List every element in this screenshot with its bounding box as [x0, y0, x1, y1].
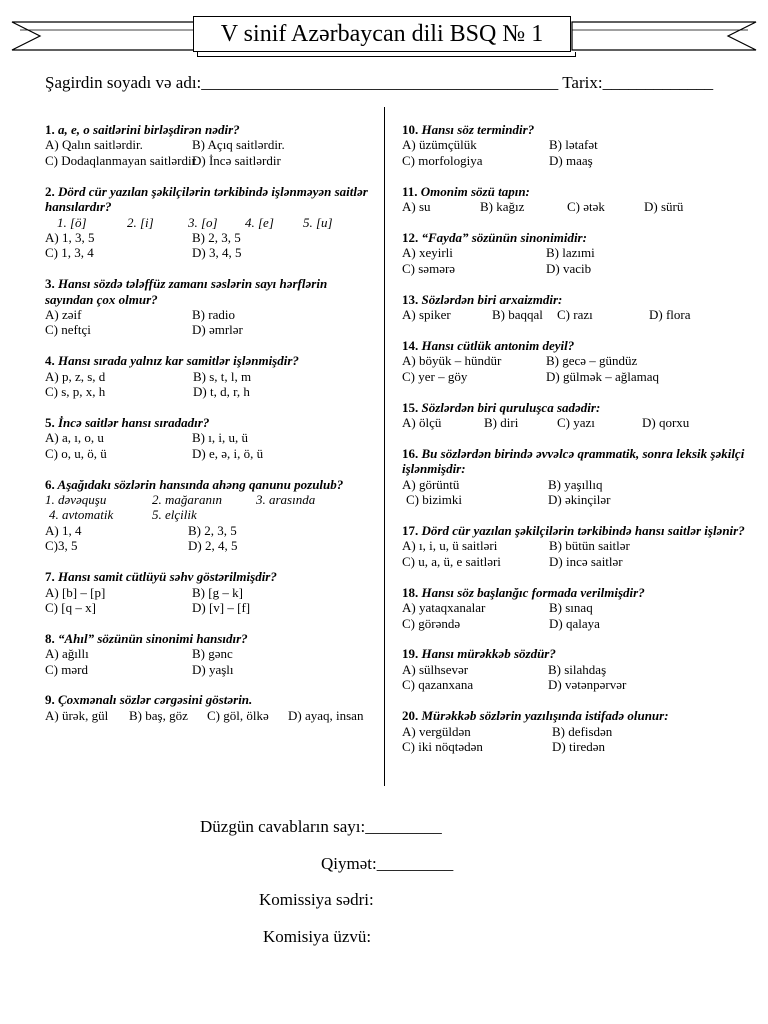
question-number: 10. [402, 122, 419, 137]
item-list [45, 492, 375, 507]
correct-answers-count: Düzgün cavabların sayı:_________ [200, 817, 442, 836]
answer-option[interactable]: B) lətafət [549, 137, 598, 153]
answer-option[interactable]: B) s, t, l, m [193, 368, 252, 384]
answer-option[interactable]: B) diri [484, 415, 519, 431]
list-item: 2. mağaranın [152, 492, 223, 508]
list-item: 2. [i] [127, 214, 154, 230]
answer-option[interactable]: A) üzümçülük [402, 137, 477, 153]
answer-option[interactable]: C) s, p, x, h [45, 384, 106, 400]
answer-option[interactable]: B) [g – k] [192, 584, 243, 600]
question-6 [45, 477, 375, 554]
question-number: 3. [45, 276, 55, 292]
answer-options-row [402, 415, 747, 430]
question-text: Hansı söz başlanğıc formada verilmişdir? [421, 584, 645, 600]
answer-options-row [45, 538, 375, 553]
answer-option[interactable]: C)3, 5 [45, 538, 78, 554]
question-stem [402, 646, 747, 661]
question-number: 7. [45, 569, 55, 585]
answer-option[interactable]: B) gecə – gündüz [546, 353, 638, 369]
answer-option[interactable]: C) mərd [45, 661, 88, 677]
question-stem [402, 230, 747, 245]
question-number: 2. [45, 183, 55, 199]
question-number: 4. [45, 353, 55, 369]
answer-options-row [45, 446, 375, 461]
answer-options-row [45, 230, 375, 245]
question-5 [45, 415, 375, 461]
question-13 [402, 292, 747, 323]
answer-option[interactable]: D) sürü [644, 199, 684, 215]
answer-option[interactable]: C) yazı [557, 415, 595, 431]
answer-option[interactable]: C) u, a, ü, e saitləri [402, 553, 501, 569]
question-1 [45, 122, 375, 168]
questions-right-column [402, 122, 747, 770]
answer-option[interactable]: A) ı, i, u, ü saitləri [402, 538, 498, 554]
answer-options-row [45, 322, 375, 337]
answer-option[interactable]: B) lazımi [546, 245, 595, 261]
answer-option[interactable]: D) flora [649, 307, 691, 323]
answer-option[interactable]: D) incə saitlər [549, 553, 623, 569]
question-number: 5. [45, 414, 55, 430]
column-divider [384, 107, 385, 786]
answer-options-row [45, 662, 375, 677]
answer-option[interactable]: A) p, z, s, d [45, 368, 106, 384]
answer-option[interactable]: B) defisdən [552, 723, 613, 739]
grade-line: Qiymət:_________ [321, 854, 454, 873]
question-stem [402, 122, 747, 137]
list-item: 3. [o] [188, 214, 218, 230]
answer-options-row [402, 477, 747, 492]
answer-options-row [402, 307, 747, 322]
answer-options-row [402, 662, 747, 677]
answer-option[interactable]: D) vacib [546, 260, 592, 276]
answer-option[interactable]: D) 2, 4, 5 [188, 538, 238, 554]
question-number: 20. [402, 708, 419, 724]
answer-options-row [45, 585, 375, 600]
question-stem [45, 631, 375, 646]
answer-options-row [402, 261, 747, 276]
answer-options-row [45, 369, 375, 384]
commission-chair: Komissiya sədri: [259, 890, 374, 909]
question-number: 6. [45, 476, 55, 492]
question-text: Hansı söz termindir? [421, 122, 535, 137]
answer-option[interactable]: D) ayaq, insan [288, 707, 364, 723]
answer-option[interactable]: A) görüntü [402, 476, 460, 492]
answer-options-row [45, 384, 375, 399]
question-stem [45, 692, 375, 707]
question-stem [45, 122, 375, 137]
question-stem [402, 585, 747, 600]
question-number: 15. [402, 399, 419, 415]
answer-option[interactable]: C) ətək [567, 199, 605, 215]
answer-option[interactable]: A) 1, 4 [45, 522, 82, 538]
answer-option[interactable]: B) 2, 3, 5 [192, 229, 241, 245]
answer-option[interactable]: D) qorxu [642, 415, 690, 431]
question-stem [45, 415, 375, 430]
answer-options-row [45, 137, 375, 152]
answer-option[interactable]: C) səmərə [402, 260, 456, 276]
question-9 [45, 692, 375, 723]
question-number: 12. [402, 229, 419, 245]
answer-options-row [402, 724, 747, 739]
question-number: 1. [45, 122, 55, 137]
question-text: İncə saitlər hansı sıradadır? [58, 414, 210, 430]
answer-options-row [402, 677, 747, 692]
question-stem [402, 523, 747, 538]
answer-option[interactable]: A) spiker [402, 307, 451, 323]
list-item: 5. elçilik [152, 507, 197, 523]
item-list [45, 215, 375, 230]
question-10 [402, 122, 747, 168]
answer-option[interactable]: D) [v] – [f] [192, 599, 251, 615]
answer-option[interactable]: C) [q – x] [45, 599, 96, 615]
question-stem [402, 184, 747, 199]
answer-option[interactable]: A) ağıllı [45, 646, 89, 662]
answer-options-row [402, 353, 747, 368]
item-list [45, 507, 375, 522]
question-8 [45, 631, 375, 677]
list-item: 1. dəvəquşu [45, 492, 107, 508]
answer-option[interactable]: B) yaşıllıq [548, 476, 603, 492]
question-15 [402, 400, 747, 431]
question-text: Aşağıdakı sözlərin hansında ahəng qanunu pozulub? [57, 476, 344, 492]
answer-option[interactable]: B) sınaq [549, 600, 593, 616]
question-text: “Ahıl” sözünün sinonimi hansıdır? [58, 630, 248, 646]
answer-option[interactable]: C) neftçi [45, 322, 91, 338]
answer-options-row [45, 245, 375, 260]
answer-option[interactable]: B) 2, 3, 5 [188, 522, 237, 538]
list-item: 1. [ö] [57, 214, 87, 230]
answer-options-row [45, 153, 375, 168]
question-stem [45, 569, 375, 584]
questions-left-column [45, 122, 375, 739]
page-title: V sinif Azərbaycan dili BSQ № 1 [193, 16, 571, 52]
question-stem [402, 400, 747, 415]
list-item: 3. arasında [256, 492, 316, 508]
answer-option[interactable]: B) Açıq saitlərdir. [192, 137, 285, 153]
question-text: Hansı mürəkkəb sözdür? [421, 646, 556, 662]
answer-option[interactable]: A) vergüldən [402, 723, 471, 739]
answer-option[interactable]: B) gənc [192, 646, 233, 662]
answer-option[interactable]: C) qazanxana [402, 677, 474, 693]
question-stem [402, 708, 747, 723]
question-stem [45, 477, 375, 492]
answer-option[interactable]: C) morfologiya [402, 152, 483, 168]
answer-option[interactable]: C) görəndə [402, 615, 461, 631]
answer-option[interactable]: C) Dodaqlanmayan saitlərdir [45, 152, 196, 168]
answer-option[interactable]: D) İncə saitlərdir [192, 152, 281, 168]
question-19 [402, 646, 747, 692]
question-12 [402, 230, 747, 276]
answer-option[interactable]: D) 3, 4, 5 [192, 245, 242, 261]
answer-options-row [402, 600, 747, 615]
question-text: Sözlərdən biri quruluşca sadədir: [421, 399, 601, 415]
answer-options-row [45, 708, 375, 723]
list-item: 5. [u] [303, 214, 333, 230]
answer-option[interactable]: D) əkinçilər [548, 492, 611, 508]
answer-options-row [402, 369, 747, 384]
answer-options-row [402, 245, 747, 260]
question-text: Bu sözlərdən birində əvvəlcə qrammatik, sonra leksik şəkilçi işlənmişdir: [402, 445, 745, 477]
question-text: Hansı samit cütlüyü səhv göstərilmişdir? [58, 569, 277, 585]
answer-option[interactable]: A) [b] – [p] [45, 584, 106, 600]
answer-options-row [45, 430, 375, 445]
question-text: Hansı sözdə tələffüz zamanı səslərin sayı hərflərin sayından çox olmur? [45, 276, 328, 307]
answer-option[interactable]: C) razı [557, 307, 593, 323]
question-3 [45, 276, 375, 338]
question-number: 17. [402, 523, 419, 539]
answer-option[interactable]: B) baqqal [492, 307, 543, 323]
answer-option[interactable]: A) su [402, 199, 431, 215]
answer-option[interactable]: A) ürək, gül [45, 707, 109, 723]
answer-option[interactable]: B) baş, göz [129, 707, 188, 723]
question-number: 16. [402, 445, 419, 461]
question-16 [402, 446, 747, 508]
answer-options-row [402, 137, 747, 152]
answer-option[interactable]: D) e, ə, i, ö, ü [192, 445, 264, 461]
answer-option[interactable]: D) t, d, r, h [193, 384, 250, 400]
question-18 [402, 585, 747, 631]
question-number: 13. [402, 291, 419, 307]
answer-option[interactable]: C) yer – göy [402, 368, 468, 384]
answer-options-row [402, 554, 747, 569]
answer-options-row [45, 646, 375, 661]
answer-option[interactable]: B) bütün saitlər [549, 538, 630, 554]
question-14 [402, 338, 747, 384]
answer-option[interactable]: A) Qalın saitlərdir. [45, 137, 143, 153]
answer-option[interactable]: A) zəif [45, 306, 82, 322]
question-text: Dörd cür yazılan şəkilçilərin tərkibində hansı saitlər işlənir? [421, 523, 745, 539]
question-stem [402, 446, 747, 477]
answer-option[interactable]: A) ölçü [402, 415, 442, 431]
answer-option[interactable]: B) ı, i, u, ü [192, 430, 248, 446]
answer-options-row [402, 538, 747, 553]
answer-options-row [402, 199, 747, 214]
answer-options-row [402, 739, 747, 754]
question-2 [45, 184, 375, 261]
answer-option[interactable]: C) göl, ölkə [207, 707, 269, 723]
answer-option[interactable]: A) a, ı, o, u [45, 430, 104, 446]
question-text: Hansı sırada yalnız kar samitlər işlənmişdir? [58, 353, 299, 369]
question-stem [402, 338, 747, 353]
answer-option[interactable]: A) sülhsevər [402, 661, 469, 677]
question-number: 8. [45, 630, 55, 646]
question-7 [45, 569, 375, 615]
question-text: Mürəkkəb sözlərin yazılışında istifadə olunur: [421, 708, 669, 724]
question-text: Sözlərdən biri arxaizmdir: [421, 291, 563, 307]
answer-options-row [402, 153, 747, 168]
question-4 [45, 353, 375, 399]
answer-option[interactable]: A) 1, 3, 5 [45, 229, 95, 245]
question-text: Omonim sözü tapın: [420, 183, 530, 199]
answer-option[interactable]: C) iki nöqtədən [402, 738, 483, 754]
list-item: 4. [e] [245, 214, 274, 230]
answer-options-row [402, 492, 747, 507]
answer-option[interactable]: D) gülmək – ağlamaq [546, 368, 659, 384]
answer-option[interactable]: D) vətənpərvər [548, 677, 627, 693]
answer-option[interactable]: B) silahdaş [548, 661, 607, 677]
commission-member: Komisiya üzvü: [263, 927, 372, 946]
answer-option[interactable]: D) yaşlı [192, 661, 234, 677]
answer-options-row [45, 307, 375, 322]
answer-options-row [45, 600, 375, 615]
question-stem [45, 276, 375, 307]
question-number: 9. [45, 692, 55, 708]
answer-option[interactable]: C) bizimki [406, 492, 462, 508]
student-name-date-line: Şagirdin soyadı və adı:__________________________________________ Tarix:_____________ [45, 73, 714, 92]
question-number: 14. [402, 337, 419, 353]
answer-option[interactable]: D) əmrlər [192, 322, 243, 338]
answer-option[interactable]: C) 1, 3, 4 [45, 245, 94, 261]
answer-option[interactable]: D) maaş [549, 152, 593, 168]
answer-option[interactable]: A) böyük – hündür [402, 353, 502, 369]
question-number: 18. [402, 584, 419, 600]
question-text: Dörd cür yazılan şəkilçilərin tərkibində işlənməyən saitlər hansılardır? [45, 183, 368, 215]
question-text: a, e, o saitlərini birləşdirən nədir? [58, 122, 240, 137]
answer-option[interactable]: C) o, u, ö, ü [45, 445, 107, 461]
question-number: 19. [402, 646, 419, 662]
question-stem [45, 184, 375, 215]
question-17 [402, 523, 747, 569]
question-text: Hansı cütlük antonim deyil? [421, 337, 575, 353]
answer-option[interactable]: D) tiredən [552, 738, 606, 754]
list-item: 4. avtomatik [49, 507, 114, 523]
answer-options-row [45, 523, 375, 538]
question-text: “Fayda” sözünün sinonimidir: [421, 229, 587, 245]
answer-option[interactable]: B) kağız [480, 199, 525, 215]
question-stem [45, 353, 375, 368]
answer-options-row [402, 616, 747, 631]
question-number: 11. [402, 183, 418, 199]
question-11 [402, 184, 747, 215]
answer-option[interactable]: A) yataqxanalar [402, 600, 486, 616]
answer-option[interactable]: A) xeyirli [402, 245, 453, 261]
question-20 [402, 708, 747, 754]
question-text: Çoxmənalı sözlər cərgəsini göstərin. [58, 692, 253, 708]
answer-option[interactable]: D) qalaya [549, 615, 600, 631]
question-stem [402, 292, 747, 307]
answer-option[interactable]: B) radio [192, 306, 235, 322]
